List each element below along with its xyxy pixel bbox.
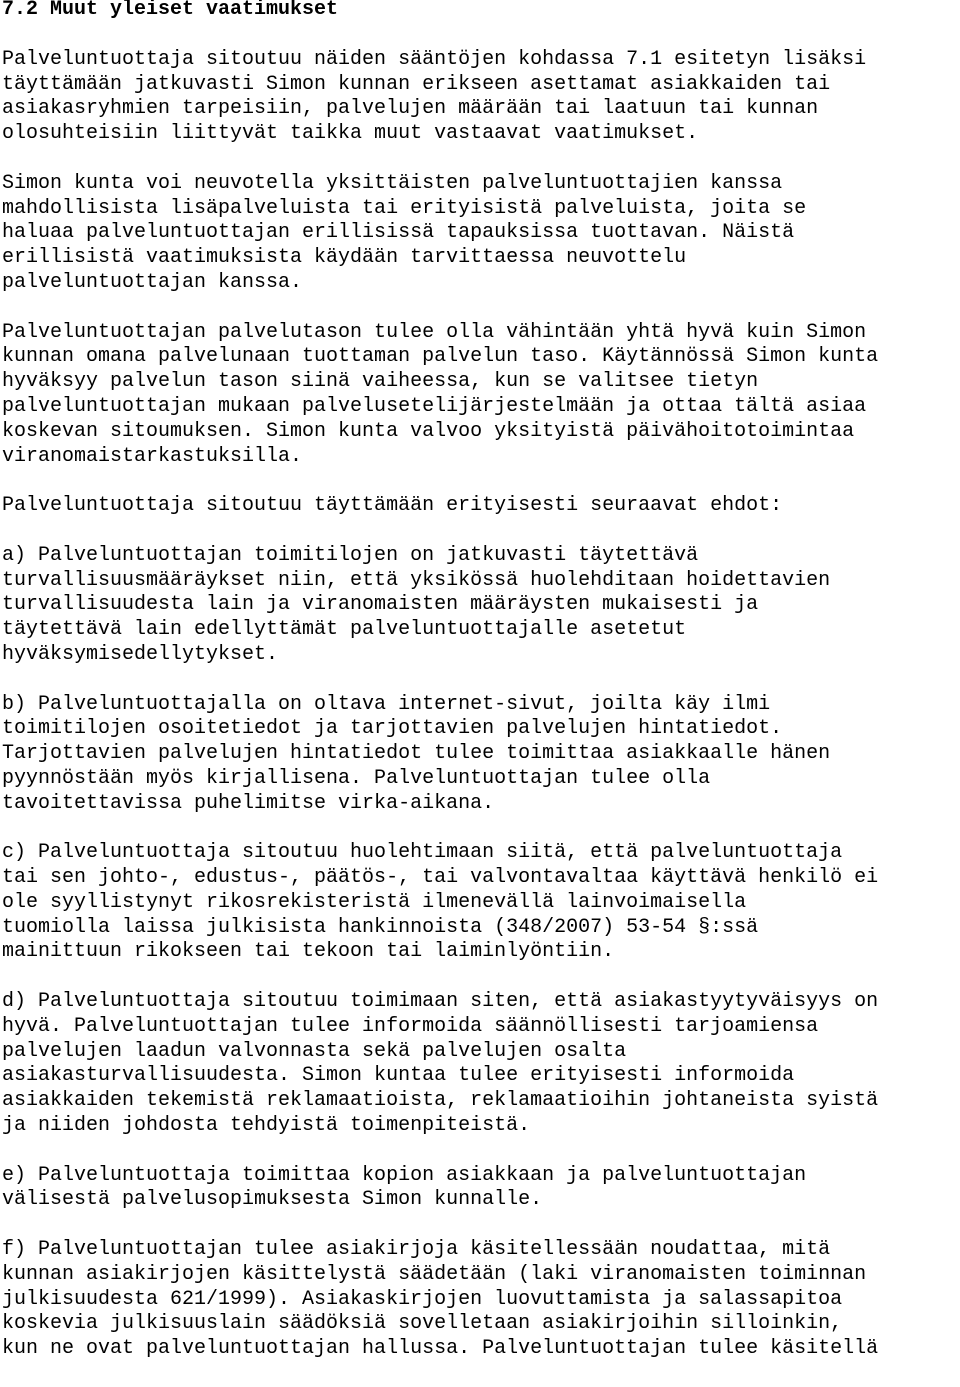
text-line: Palveluntuottaja sitoutuu näiden sääntöjen kohdassa 7.1 esitetyn lisäksi xyxy=(2,47,867,71)
text-line: tavoitettavissa puhelimitse virka-aikana. xyxy=(2,791,495,815)
text-line: asiakkaiden tekemistä reklamaatioista, reklamaatioihin johtaneista syistä xyxy=(2,1089,879,1113)
text-line: tai sen johto-, edustus-, päätös-, tai valvontavaltaa käyttävä henkilö ei xyxy=(2,866,879,890)
text-line: viranomaistarkastuksilla. xyxy=(2,444,303,468)
text-line: erillisistä vaatimuksista käydään tarvittaessa neuvottelu xyxy=(2,246,687,270)
text-line: a) Palveluntuottajan toimitilojen on jatkuvasti täytettävä xyxy=(2,543,699,567)
text-line: kun ne ovat palveluntuottajan hallussa. Palveluntuottajan tulee käsitellä xyxy=(2,1337,879,1361)
text-line: asiakasryhmien tarpeisiin, palvelujen määrään tai laatuun tai kunnan xyxy=(2,97,819,121)
text-line: hyvä. Palveluntuottajan tulee informoida säännöllisesti tarjoamiensa xyxy=(2,1014,819,1038)
paragraph xyxy=(2,693,960,817)
text-line: ja niiden johdosta tehdyistä toimenpiteistä. xyxy=(2,1114,531,1138)
text-line: asiakasturvallisuudesta. Simon kuntaa tulee erityisesti informoida xyxy=(2,1064,795,1088)
paragraph xyxy=(2,1164,960,1214)
text-line: d) Palveluntuottaja sitoutuu toimimaan siten, että asiakastyytyväisyys on xyxy=(2,990,879,1014)
text-line: palvelujen laadun valvonnasta sekä palvelujen osalta xyxy=(2,1039,627,1063)
text-line: ole syyllistynyt rikosrekisteristä ilmenevällä lainvoimaisella xyxy=(2,890,747,914)
paragraph xyxy=(2,990,960,1139)
text-line: koskevan sitoumuksen. Simon kunta valvoo yksityistä päivähoitotoimintaa xyxy=(2,419,855,443)
text-line: b) Palveluntuottajalla on oltava internet-sivut, joilta käy ilmi xyxy=(2,692,771,716)
text-line: Palveluntuottajan palvelutason tulee olla vähintään yhtä hyvä kuin Simon xyxy=(2,320,867,344)
paragraph xyxy=(2,494,960,519)
paragraph xyxy=(2,841,960,965)
text-line: f) Palveluntuottajan tulee asiakirjoja käsitellessään noudattaa, mitä xyxy=(2,1238,831,1262)
text-line: turvallisuudesta lain ja viranomaisten määräysten mukaisesti ja xyxy=(2,593,759,617)
paragraph xyxy=(2,172,960,296)
paragraph-container xyxy=(2,48,960,1362)
paragraph xyxy=(2,544,960,668)
text-line: hyväksyy palvelun tason siinä vaiheessa, kun se valitsee tietyn xyxy=(2,370,759,394)
text-line: c) Palveluntuottaja sitoutuu huolehtimaan siitä, että palveluntuottaja xyxy=(2,841,843,865)
paragraph xyxy=(2,321,960,470)
text-line: Tarjottavien palvelujen hintatiedot tulee toimittaa asiakkaalle hänen xyxy=(2,742,831,766)
text-line: palveluntuottajan kanssa. xyxy=(2,270,303,294)
paragraph xyxy=(2,48,960,147)
text-line: hyväksymisedellytykset. xyxy=(2,642,279,666)
text-line: e) Palveluntuottaja toimittaa kopion asiakkaan ja palveluntuottajan xyxy=(2,1163,807,1187)
text-line: täytettävä lain edellyttämät palveluntuottajalle asetetut xyxy=(2,618,687,642)
text-line: välisestä palvelusopimuksesta Simon kunnalle. xyxy=(2,1188,543,1212)
paragraph xyxy=(2,1238,960,1362)
text-line: toimitilojen osoitetiedot ja tarjottavien palvelujen hintatiedot. xyxy=(2,717,783,741)
text-line: julkisuudesta 621/1999). Asiakaskirjojen luovuttamista ja salassapitoa xyxy=(2,1287,843,1311)
text-line: mahdollisista lisäpalveluista tai erityisistä palveluista, joita se xyxy=(2,196,807,220)
text-line: mainittuun rikokseen tai tekoon tai laiminlyöntiin. xyxy=(2,940,615,964)
text-line: Palveluntuottaja sitoutuu täyttämään erityisesti seuraavat ehdot: xyxy=(2,494,783,518)
document-page xyxy=(2,0,960,1387)
text-line: tuomiolla laissa julkisista hankinnoista (348/2007) 53-54 §:ssä xyxy=(2,915,759,939)
text-line: kunnan asiakirjojen käsittelystä säädetään (laki viranomaisten toiminnan xyxy=(2,1262,867,1286)
text-line: haluaa palveluntuottajan erillisissä tapauksissa tuottavan. Näistä xyxy=(2,221,795,245)
text-line: kunnan omana palvelunaan tuottaman palvelun taso. Käytännössä Simon kunta xyxy=(2,345,879,369)
text-line: turvallisuusmääräykset niin, että yksikössä huolehditaan hoidettavien xyxy=(2,568,831,592)
text-line: koskevia julkisuuslain säädöksiä sovelletaan asiakirjoihin silloinkin, xyxy=(2,1312,843,1336)
section-heading: 7.2 Muut yleiset vaatimukset xyxy=(2,0,339,21)
text-line: pyynnöstään myös kirjallisena. Palveluntuottajan tulee olla xyxy=(2,766,711,790)
text-line: olosuhteisiin liittyvät taikka muut vastaavat vaatimukset. xyxy=(2,122,699,146)
text-line: palveluntuottajan mukaan palvelusetelijärjestelmään ja ottaa tältä asiaa xyxy=(2,394,867,418)
text-line: täyttämään jatkuvasti Simon kunnan erikseen asettamat asiakkaiden tai xyxy=(2,72,831,96)
text-line: Simon kunta voi neuvotella yksittäisten palveluntuottajien kanssa xyxy=(2,171,783,195)
